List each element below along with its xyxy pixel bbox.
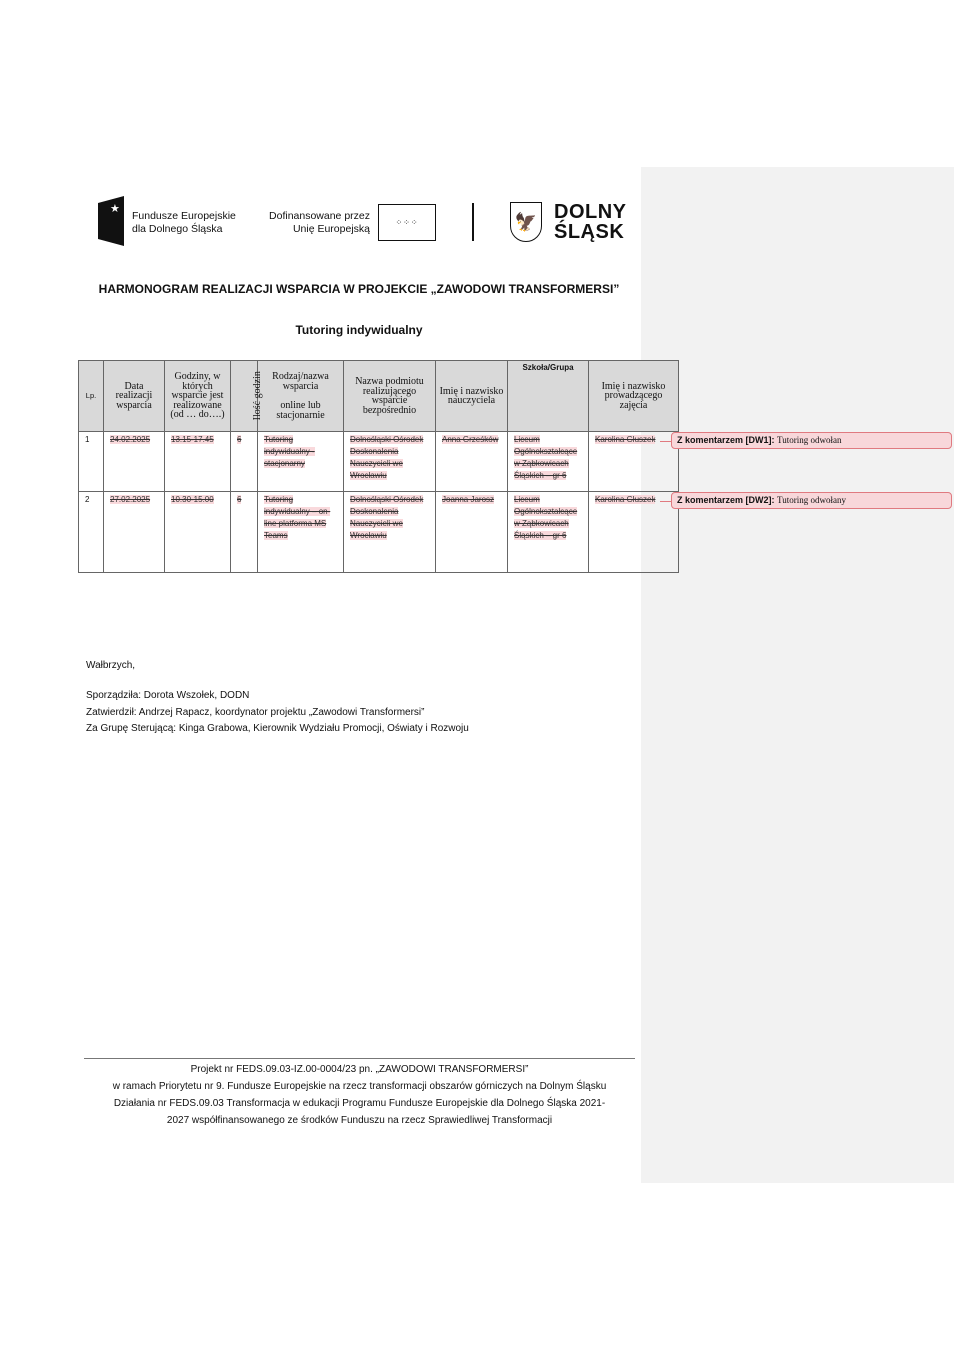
cell-hour-count <box>231 432 258 492</box>
comment-balloon-dw2[interactable] <box>671 492 952 509</box>
document-subtitle: Tutoring indywidualny <box>295 323 423 337</box>
document-title: HARMONOGRAM REALIZACJI WSPARCIA W PROJEKCIE „ZAWODOWI TRANSFORMERSI” <box>98 282 620 296</box>
deleted-text: 24.02.2025 <box>110 435 151 444</box>
deleted-text: Liceum Ogólnokształcące w Ząbkowicach Śląskich – gr 6 <box>514 435 578 480</box>
comments-pane <box>641 167 954 1183</box>
table-row <box>79 432 679 492</box>
cell-type <box>258 432 344 492</box>
table-row <box>79 492 679 573</box>
deleted-text: Karolina Głuszek <box>595 435 656 444</box>
header-mode-label: online lub stacjonarnie <box>276 400 325 421</box>
header-hour-count-label: Ilość godzin <box>251 371 263 421</box>
footer-line: Projekt nr FEDS.09.03-IZ.00-0004/23 pn. „ZAWODOWI TRANSFORMERSI” <box>190 1064 529 1075</box>
cell-hours <box>165 492 231 573</box>
cell-entity <box>344 492 436 573</box>
cell-date <box>104 432 165 492</box>
footer-divider <box>84 1058 635 1059</box>
eu-line2: Unię Europejską <box>292 223 370 235</box>
header-instructor: Imię i nazwisko prowadzącego zajęcia <box>589 361 679 432</box>
deleted-text: Joanna Jarosz <box>442 495 495 504</box>
header-date: Data realizacji wsparcia <box>104 361 165 432</box>
cell-date <box>104 492 165 573</box>
header-lp: Lp. <box>79 361 104 432</box>
comment-label: Z komentarzem [DW1]: <box>677 435 775 445</box>
schedule-table <box>78 360 679 573</box>
comment-label: Z komentarzem [DW2]: <box>677 495 775 505</box>
header-entity: Nazwa podmiotu realizującego wsparcie bezpośrednio <box>344 361 436 432</box>
fe-line2: dla Dolnego Śląska <box>132 223 223 235</box>
fe-line1: Fundusze Europejskie <box>132 210 236 222</box>
header-type-label: Rodzaj/nazwa wsparcia <box>272 371 329 392</box>
deleted-text: Anna Grześków <box>442 435 499 444</box>
deleted-text: 6 <box>237 435 242 444</box>
approved-by: Zatwierdził: Andrzej Rapacz, koordynator projektu „Zawodowi Transformersi” <box>86 707 425 718</box>
header-type <box>258 361 344 432</box>
eagle-crest-icon: 🦅 <box>510 202 542 242</box>
eu-line1: Dofinansowane przez <box>269 210 370 222</box>
table-header-row <box>79 361 679 432</box>
page-footer <box>84 1061 635 1129</box>
comment-balloon-dw1[interactable] <box>671 432 952 449</box>
ds-line1: DOLNY <box>554 201 627 223</box>
deleted-text: 10.30-15.00 <box>171 495 214 504</box>
ds-line2: ŚLĄSK <box>554 221 625 243</box>
cell-teacher <box>436 432 508 492</box>
fe-logo-text <box>132 210 236 236</box>
footer-line: w ramach Priorytetu nr 9. Fundusze Europejskie na rzecz transformacji obszarów górniczych na Dolnym Śląsku <box>112 1081 607 1092</box>
deleted-text: Tutoring indywidualny – on-line platforma MS Teams <box>264 495 331 540</box>
logo-bar <box>92 190 637 254</box>
cell-school <box>508 492 589 573</box>
cell-hours <box>165 432 231 492</box>
comment-text: Tutoring odwołan <box>777 435 842 445</box>
cell-instructor <box>589 492 679 573</box>
deleted-text: Tutoring indywidualny - stacjonarny <box>264 435 315 468</box>
deleted-text: 6 <box>237 495 242 504</box>
star-icon: ★ <box>110 203 120 215</box>
comment-text: Tutoring odwołany <box>777 495 846 505</box>
steering-group: Za Grupę Sterującą: Kinga Grabowa, Kierownik Wydziału Promocji, Oświaty i Rozwoju <box>86 723 469 734</box>
cell-type <box>258 492 344 573</box>
place-line: Wałbrzych, <box>86 660 136 671</box>
deleted-text: Liceum Ogólnokształcące w Ząbkowicach Śląskich – gr 6 <box>514 495 578 540</box>
header-hours: Godziny, w których wsparcie jest realizowane (od … do….) <box>165 361 231 432</box>
cell-lp: 1 <box>79 432 104 492</box>
cell-school <box>508 432 589 492</box>
cell-teacher <box>436 492 508 573</box>
deleted-text: Karolina Głuszek <box>595 495 656 504</box>
eu-flag-icon: ⁘⁘⁘ <box>378 204 436 241</box>
cell-lp: 2 <box>79 492 104 573</box>
deleted-text: 13.15-17.45 <box>171 435 214 444</box>
eu-text <box>262 210 370 236</box>
header-hour-count <box>231 361 263 432</box>
deleted-text: 27.02.2025 <box>110 495 151 504</box>
footer-line: 2027 współfinansowanego ze środków Funduszu na rzecz Sprawiedliwej Transformacji <box>166 1115 553 1126</box>
logo-divider <box>472 203 474 241</box>
header-teacher: Imię i nazwisko nauczyciela <box>436 361 508 432</box>
deleted-text: Dolnośląski Ośrodek Doskonalenia Nauczycieli we Wrocławiu <box>350 495 424 540</box>
dolny-slask-logo <box>554 202 627 242</box>
deleted-text: Dolnośląski Ośrodek Doskonalenia Nauczycieli we Wrocławiu <box>350 435 424 480</box>
cell-hour-count <box>231 492 258 573</box>
cell-entity <box>344 432 436 492</box>
footer-line: Działania nr FEDS.09.03 Transformacja w edukacji Programu Fundusze Europejskie dla Dolnego Śląska 2021- <box>113 1098 606 1109</box>
prepared-by: Sporządziła: Dorota Wszołek, DODN <box>86 690 250 701</box>
header-school: Szkoła/Grupa <box>508 361 589 432</box>
